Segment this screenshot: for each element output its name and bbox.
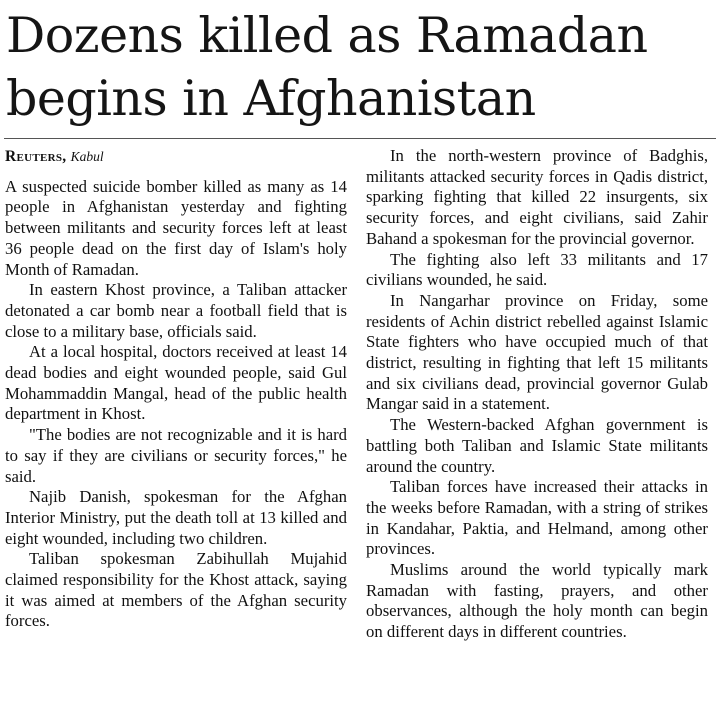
byline-dateline: Kabul (70, 149, 104, 164)
headline (6, 4, 718, 130)
headline-line-2: begins in Afghanistan (6, 70, 536, 127)
paragraph: The Western-backed Afghan government is battling both Taliban and Islamic State militants around the country. (366, 415, 708, 476)
article-column-left (5, 146, 347, 632)
paragraph: In eastern Khost province, a Taliban attacker detonated a car bomb near a football field that is close to a military base, officials said. (5, 280, 347, 341)
headline-rule (4, 138, 716, 139)
paragraph: In the north-western province of Badghis, militants attacked security forces in Qadis district, sparking fighting that killed 22 insurgents, six security forces, and eight civilians, said Zahir Bahand a spokesman for the provincial governor. (366, 146, 708, 248)
paragraph: Najib Danish, spokesman for the Afghan Interior Ministry, put the death toll at 13 killed and eight wounded, including two children. (5, 487, 347, 548)
paragraph: "The bodies are not recognizable and it is hard to say if they are civilians or security forces," he said. (5, 425, 347, 486)
paragraph: Taliban forces have increased their attacks in the weeks before Ramadan, with a string of strikes in Kandahar, Paktia, and Helmand, among other provinces. (366, 477, 708, 559)
paragraph: In Nangarhar province on Friday, some residents of Achin district rebelled against Islamic State fighters who have occupied much of that district, resulting in fighting that left 15 militants and six civilians dead, provincial governor Gulab Mangar said in a statement. (366, 290, 708, 414)
byline-agency: Reuters, (5, 148, 67, 165)
paragraph: At a local hospital, doctors received at least 14 dead bodies and eight wounded people, said Gul Mohammaddin Mangal, head of the public health department in Khost. (5, 342, 347, 424)
paragraph: A suspected suicide bomber killed as many as 14 people in Afghanistan yesterday and fighting between militants and security forces left at least 36 people dead on the first day of Islam's holy Month of Ramadan. (5, 176, 347, 279)
article-column-right (366, 146, 708, 643)
byline (5, 146, 347, 168)
headline-line-1: Dozens killed as Ramadan (6, 7, 648, 64)
paragraph: Muslims around the world typically mark Ramadan with fasting, prayers, and other observances, although the holy month can begin on different days in different countries. (366, 560, 708, 642)
paragraph: Taliban spokesman Zabihullah Mujahid claimed responsibility for the Khost attack, saying it was aimed at members of the Afghan security forces. (5, 549, 347, 631)
paragraph: The fighting also left 33 militants and 17 civilians wounded, he said. (366, 249, 708, 290)
